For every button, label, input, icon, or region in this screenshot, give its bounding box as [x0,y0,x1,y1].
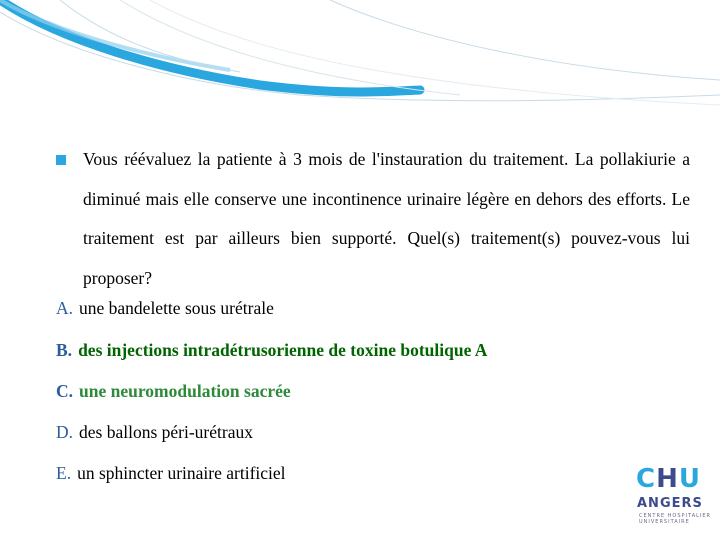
logo-subtitle: CENTRE HOSPITALIER UNIVERSITAIRE [639,513,712,525]
option-letter: C. [56,381,74,401]
option-c[interactable] [56,381,291,402]
option-text: un sphincter urinaire artificiel [77,463,286,483]
option-letter: A. [56,298,74,318]
option-letter: D. [56,422,74,442]
option-text: une bandelette sous urétrale [79,298,274,318]
option-e[interactable] [56,463,286,484]
option-text: des ballons péri-urétraux [79,422,253,442]
logo-chu-text: CHU [636,464,701,494]
question-text: Vous réévaluez la patiente à 3 mois de l'instauration du traitement. La pollakiurie a diminué mais elle conserve une incontinence urinaire légère en dehors des efforts. Le traitement est par ailleurs bien supporté. Quel(s) traitement(s) pouvez-vous lui proposer? [83,149,690,288]
option-d[interactable] [56,422,253,443]
square-bullet-icon [56,155,66,165]
chu-angers-logo [636,466,710,530]
option-letter: B. [56,340,73,360]
option-b[interactable] [56,340,487,361]
option-letter: E. [56,463,72,483]
logo-city: ANGERS [637,496,703,511]
decorative-swoosh [0,0,720,110]
option-text: une neuromodulation sacrée [79,381,291,401]
option-text: des injections intradétrusorienne de toxine botulique A [78,340,488,360]
question-block [56,140,690,298]
option-a[interactable] [56,298,274,319]
